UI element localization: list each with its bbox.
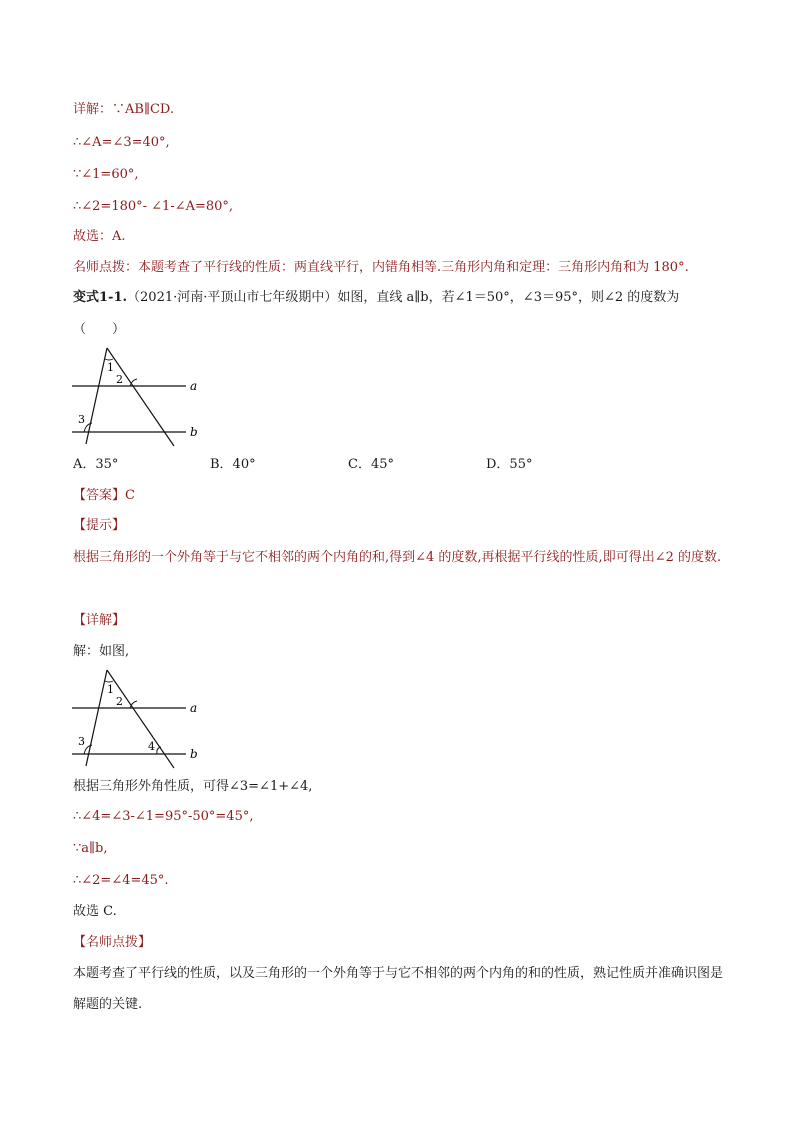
solution-step-3: ∴∠2=180°- ∠1-∠A=80°, — [73, 199, 234, 214]
answer-tag: 【答案】 — [73, 488, 126, 503]
label-angle1: 1 — [107, 361, 114, 374]
detail-line-3: ∵a∥b, — [73, 841, 108, 856]
teacher-tag: 【名师点拨】 — [73, 935, 152, 950]
problem-label: 变式1-1 — [73, 290, 123, 305]
hint-tag: 【提示】 — [73, 518, 126, 533]
solution-choice: 故选：A. — [73, 229, 126, 244]
transversal-left — [86, 348, 107, 444]
angle1-arc — [105, 681, 113, 682]
solution-detail-line: 详解：∵AB∥CD. — [73, 102, 174, 117]
hint-text: 根据三角形的一个外角等于与它不相邻的两个内角的和,得到∠4 的度数,再根据平行线的性质,即可得出∠2 的度数. — [73, 550, 722, 565]
solution-figure — [70, 666, 210, 769]
label-angle4: 4 — [148, 740, 155, 753]
problem-text: （2021·河南·平顶山市七年级期中）如图，直线 a∥b，若∠1＝50°，∠3＝95°，则∠2 的度数为 — [127, 290, 680, 305]
detail-intro: 解：如图, — [73, 644, 130, 659]
problem-figure — [70, 344, 210, 447]
transversal-right — [107, 348, 174, 446]
solution-step-1: ∴∠A=∠3=40°, — [73, 135, 170, 150]
transversal-right — [107, 670, 174, 768]
problem-stem — [73, 289, 679, 307]
angle1-arc — [105, 359, 113, 360]
detail-line-2: ∴∠4=∠3-∠1=95°-50°=45°, — [73, 809, 254, 824]
solution-step-2: ∵∠1=60°, — [73, 167, 139, 182]
label-line-b: b — [190, 425, 198, 439]
problem-blank: （ ） — [73, 322, 126, 337]
label-angle3: 3 — [78, 413, 85, 426]
label-line-b: b — [190, 747, 198, 761]
teacher-note: 名师点拨：本题考查了平行线的性质：两直线平行，内错角相等.三角形内角和定理：三角形内角和为 180°. — [73, 260, 689, 275]
detail-tag: 【详解】 — [73, 613, 126, 628]
option-a: A．35° — [73, 457, 119, 472]
answer-line — [73, 487, 135, 505]
label-line-a: a — [190, 379, 198, 393]
detail-line-1: 根据三角形外角性质，可得∠3=∠1+∠4, — [73, 779, 313, 794]
label-line-a: a — [190, 701, 198, 715]
detail-line-4: ∴∠2=∠4=45°. — [73, 873, 169, 888]
option-d: D．55° — [486, 457, 533, 472]
teacher-text: 本题考查了平行线的性质，以及三角形的一个外角等于与它不相邻的两个内角的和的性质，熟记性质并准确识图是解题的关键. — [73, 966, 724, 1012]
label-angle3: 3 — [78, 735, 85, 748]
answer-value: C — [125, 488, 135, 503]
transversal-left — [86, 670, 107, 766]
option-c: C．45° — [348, 457, 394, 472]
label-angle2: 2 — [116, 373, 123, 386]
problem-label-dot: . — [122, 290, 128, 305]
detail-choice: 故选 C. — [73, 904, 117, 919]
option-b: B．40° — [210, 457, 256, 472]
label-angle1: 1 — [107, 683, 114, 696]
label-angle2: 2 — [116, 695, 123, 708]
